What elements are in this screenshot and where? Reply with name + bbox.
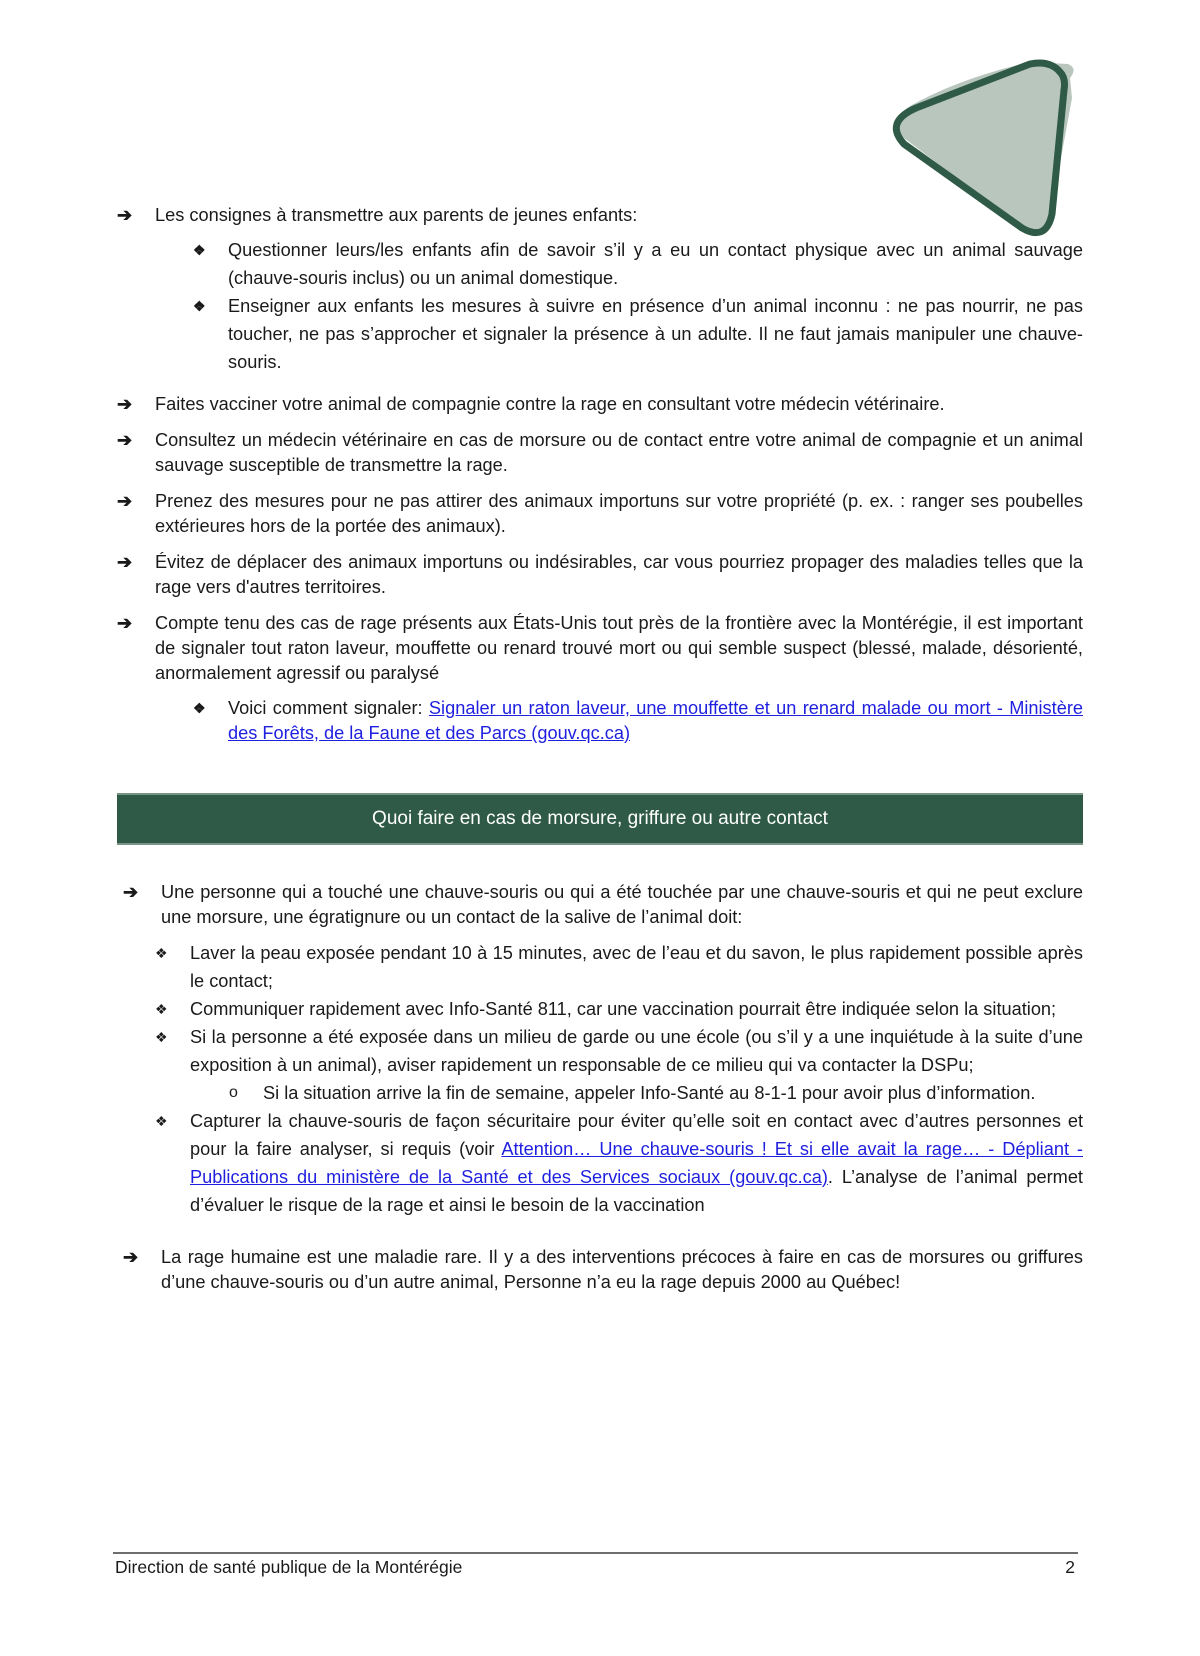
sub-item-text: Voici comment signaler: <box>228 698 429 718</box>
sub-list-item <box>117 939 1083 995</box>
sub-item-text: Capturer la chauve-souris de façon sécuritaire pour éviter qu’elle soit en contact avec d’autres personnes et pour la faire analyser, si requis (voir <box>190 1111 1083 1159</box>
list-item-text: Compte tenu des cas de rage présents aux États-Unis tout près de la frontière avec la Montérégie, il est important de signaler tout raton laveur, mouffette ou renard trouvé mort ou qui semble suspect (blessé, malade, désorienté, anormalement agressif ou paralysé <box>155 613 1083 683</box>
diamond-bullet-icon: ❖ <box>193 298 206 314</box>
list-item <box>117 203 1083 376</box>
sub-list <box>117 939 1083 1219</box>
list-item-text: Prenez des mesures pour ne pas attirer des animaux importuns sur votre propriété (p. ex. : ranger ses poubelles extérieures hors de la portée des animaux). <box>155 491 1083 536</box>
sub-list-item <box>117 1107 1083 1219</box>
arrow-right-icon: ➔ <box>123 882 139 902</box>
list-item-text: Faites vacciner votre animal de compagnie contre la rage en consultant votre médecin vétérinaire. <box>155 394 945 414</box>
list-item <box>117 428 1083 478</box>
arrow-right-icon: ➔ <box>117 491 133 511</box>
diamond-bullet-icon: ❖ <box>193 700 206 716</box>
arrow-right-icon: ➔ <box>123 1247 139 1267</box>
sub-item-text: Questionner leurs/les enfants afin de savoir s’il y a eu un contact physique avec un animal sauvage (chauve-souris inclus) ou un animal domestique. <box>228 240 1083 288</box>
banner-title: Quoi faire en cas de morsure, griffure ou autre contact <box>372 808 828 829</box>
arrow-right-icon: ➔ <box>117 430 133 450</box>
diamond-bullet-icon: ❖ <box>193 242 206 258</box>
list-item <box>117 550 1083 600</box>
list-item-text: Évitez de déplacer des animaux importuns ou indésirables, car vous pourriez propager des maladies telles que la rage vers d'autres territoires. <box>155 552 1083 597</box>
list-item <box>117 392 1083 417</box>
section-banner <box>117 793 1083 845</box>
arrow-right-icon: ➔ <box>117 394 133 414</box>
sub-item-text: Communiquer rapidement avec Info-Santé 811, car une vaccination pourrait être indiquée selon la situation; <box>190 999 1057 1019</box>
sub-list-item <box>117 995 1083 1023</box>
footer-organization: Direction de santé publique de la Montérégie <box>115 1557 463 1577</box>
list-item <box>117 489 1083 539</box>
circle-bullet-icon: o <box>229 1084 238 1101</box>
sub-item-text: Si la personne a été exposée dans un milieu de garde ou une école (ou s’il y a une inquiétude à la suite d’une exposition à un animal), aviser rapidement un responsable de ce milieu qui va contacter la DSPu; <box>190 1027 1083 1075</box>
arrow-right-icon: ➔ <box>117 613 133 633</box>
sub-sub-item-text: Si la situation arrive la fin de semaine, appeler Info-Santé au 8-1-1 pour avoir plus d’information. <box>263 1083 1036 1103</box>
page-number: 2 <box>1065 1557 1075 1577</box>
list-item <box>117 611 1083 746</box>
sub-list-item <box>155 292 1083 376</box>
arrow-right-icon: ➔ <box>117 205 133 225</box>
section-prevention <box>117 203 1083 746</box>
sub-item-text: . L’analyse de l’animal permet d’évaluer le risque de la rage et ainsi le besoin de la vaccination <box>190 1167 1083 1215</box>
diamond-bullet-icon: ❖ <box>155 1113 168 1129</box>
list-item-text: Les consignes à transmettre aux parents de jeunes enfants: <box>155 205 638 225</box>
list-item <box>123 1245 1083 1295</box>
list-item-text: Une personne qui a touché une chauve-souris ou qui a été touchée par une chauve-souris et qui ne peut exclure une morsure, une égratignure ou un contact de la salive de l’animal doit: <box>161 882 1083 927</box>
section-what-to-do <box>123 880 1083 1295</box>
list-item-text: La rage humaine est une maladie rare. Il y a des interventions précoces à faire en cas de morsures ou griffures d’une chauve-souris ou d’un autre animal, Personne n’a eu la rage depuis 2000 au Québec! <box>161 1247 1083 1292</box>
sub-list <box>155 696 1083 746</box>
list-item-text: Consultez un médecin vétérinaire en cas de morsure ou de contact entre votre animal de compagnie et un animal sauvage susceptible de transmettre la rage. <box>155 430 1083 475</box>
diamond-bullet-icon: ❖ <box>155 1001 168 1017</box>
bat-rabies-pamphlet-link[interactable]: Attention… Une chauve-souris ! Et si elle avait la rage… - Dépliant - Publications du ministère de la Santé et des Services sociaux (gouv.qc.ca) <box>190 1139 1083 1187</box>
sub-list-item <box>155 236 1083 292</box>
report-sick-animal-link[interactable]: Signaler un raton laveur, une mouffette et un renard malade ou mort - Ministère des Forêts, de la Faune et des Parcs (gouv.qc.ca) <box>228 698 1083 743</box>
sub-list-item <box>155 696 1083 746</box>
diamond-bullet-icon: ❖ <box>155 945 168 961</box>
sub-sub-list-item <box>117 1079 1083 1107</box>
sub-list <box>155 236 1083 376</box>
footer-divider <box>113 1552 1078 1554</box>
sub-item-text: Enseigner aux enfants les mesures à suivre en présence d’un animal inconnu : ne pas nourrir, ne pas toucher, ne pas s’approcher et signaler la présence à un adulte. Il ne faut jamais manipuler une chauve-souris. <box>228 296 1083 372</box>
sub-item-text: Laver la peau exposée pendant 10 à 15 minutes, avec de l’eau et du savon, le plus rapidement possible après le contact; <box>190 943 1083 991</box>
sub-list-item <box>117 1023 1083 1079</box>
list-item <box>123 880 1083 930</box>
diamond-bullet-icon: ❖ <box>155 1029 168 1045</box>
arrow-right-icon: ➔ <box>117 552 133 572</box>
